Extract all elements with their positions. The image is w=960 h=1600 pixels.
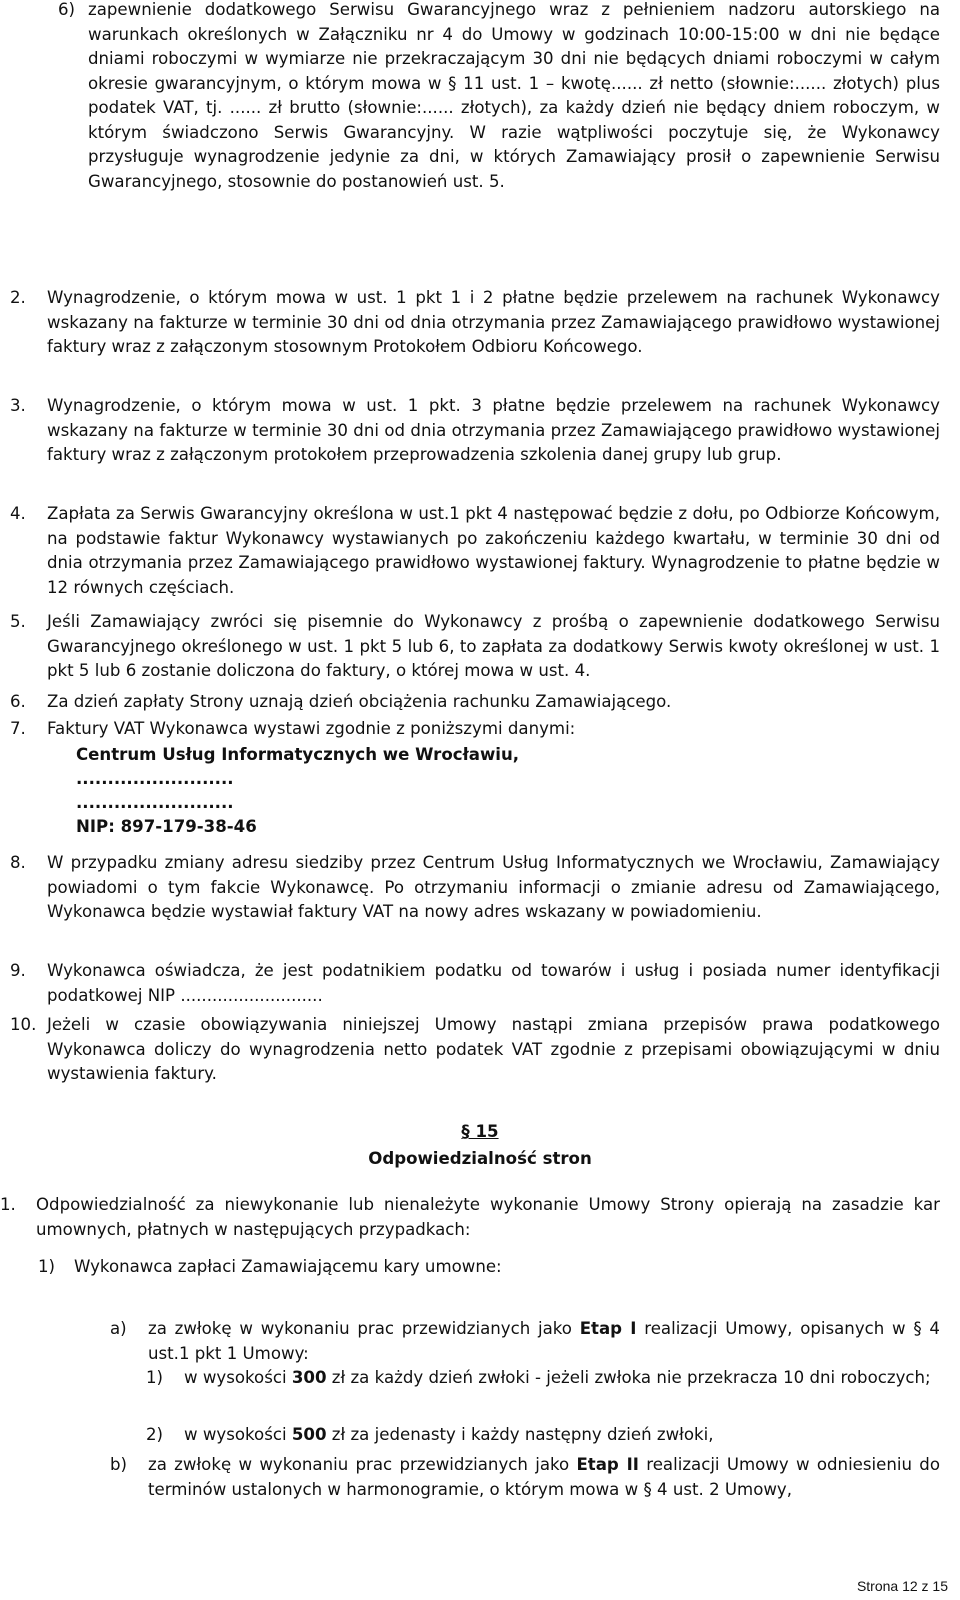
- text-bold: 500: [291, 1425, 327, 1444]
- item-number: 6): [58, 0, 76, 19]
- item-number: 8.: [10, 853, 26, 872]
- text-part: realizacji Umowy w odniesieniu do terminów ustalonych w harmonogramie, o którym mowa w § 4 ust. 2 Umowy,: [148, 1455, 940, 1499]
- address-line-1: .........................: [76, 769, 234, 788]
- item-text: [184, 1423, 940, 1448]
- item-6-text: zapewnienie dodatkowego Serwisu Gwarancyjnego wraz z pełnieniem nadzoru autorskiego na warunkach określonych w Załączniku nr 4 do Umowy w godzinach 10:00-15:00 w dni nie będące dniami roboczymi w wymiarze nie przekraczającym 30 dni nie będących dniami roboczymi w całym okresie gwarancyjnym, o którym mowa w § 11 ust. 1 – kwotę...... zł netto (słownie:...... złotych) plus podatek VAT, tj. ...... zł brutto (słownie:...... złotych), za każdy dzień nie będący dniem roboczym, w którym świadczono Serwis Gwarancyjny. W razie wątpliwości poczytuje się, że Wykonawcy przysługuje wynagrodzenie jedynie za dni, w których Zamawiający prosił o zapewnienie Serwisu Gwarancyjnego, stosownie do postanowień ust. 5.: [88, 0, 940, 191]
- letter-item-a-2: [146, 1423, 940, 1448]
- list-item-7: [10, 717, 940, 742]
- item-number: 10.: [10, 1015, 37, 1034]
- item-6-paren: [58, 0, 75, 23]
- invoice-address: [76, 743, 519, 839]
- text-part: zł za każdy dzień zwłoki - jeżeli zwłoka nie przekracza 10 dni roboczych;: [326, 1368, 931, 1387]
- text-bold: 300: [291, 1368, 327, 1387]
- item-text: Wykonawca oświadcza, że jest podatnikiem podatku od towarów i usług i posiada numer identyfikacji podatkowej NIP ...........................: [47, 961, 940, 1005]
- item-number: 2): [146, 1425, 164, 1444]
- item-text: Odpowiedzialność za niewykonanie lub nienależyte wykonanie Umowy Strony opierają na zasadzie kar umownych, płatnych w następujących przypadkach:: [36, 1195, 940, 1239]
- text-part: w wysokości: [184, 1368, 292, 1387]
- item-text: [148, 1453, 940, 1502]
- address-line-2: .........................: [76, 793, 234, 812]
- letter-item-a: [110, 1317, 940, 1366]
- item-number: 1): [38, 1257, 56, 1276]
- item-number: 2.: [10, 288, 26, 307]
- section-item-1: [0, 1193, 940, 1242]
- item-number: 3.: [10, 396, 26, 415]
- text-part: realizacji Umowy, opisanych w § 4 ust.1 pkt 1 Umowy:: [148, 1319, 940, 1363]
- item-text: Jeżeli w czasie obowiązywania niniejszej Umowy nastąpi zmiana przepisów prawa podatkowego Wykonawca doliczy do wynagrodzenia netto podatek VAT zgodnie z przepisami obowiązującymi w dniu wystawienia faktury.: [47, 1015, 940, 1083]
- section-title: Odpowiedzialność stron: [368, 1148, 592, 1168]
- item-letter: b): [110, 1455, 128, 1474]
- item-text: [184, 1366, 940, 1391]
- address-name: Centrum Usług Informatycznych we Wrocławiu,: [76, 745, 520, 764]
- letter-item-a-1: [146, 1366, 940, 1391]
- item-number: 7.: [10, 719, 26, 738]
- page-number: Strona 12 z 15: [856, 1578, 948, 1594]
- section-symbol: § 15: [461, 1122, 499, 1141]
- item-text: Zapłata za Serwis Gwarancyjny określona w ust.1 pkt 4 następować będzie z dołu, po Odbiorze Końcowym, na podstawie faktur Wykonawcy wystawianych po zakończeniu każdego kwartału, w terminie 30 dni od dnia otrzymania przez Zamawiającego prawidłowo wystawionej faktury. Wynagrodzenie to płatne będzie w 12 równych częściach.: [47, 504, 940, 597]
- item-text: Wynagrodzenie, o którym mowa w ust. 1 pkt 1 i 2 płatne będzie przelewem na rachunek Wykonawcy wskazany na fakturze w terminie 30 dni od dnia otrzymania przez Zamawiającego prawidłowo wystawionej faktury wraz z załączonym stosownym Protokołem Odbioru Końcowego.: [47, 288, 940, 356]
- list-item-2: [10, 286, 940, 360]
- section-heading: [0, 1120, 960, 1171]
- item-number: 4.: [10, 504, 26, 523]
- item-text: W przypadku zmiany adresu siedziby przez Centrum Usług Informatycznych we Wrocławiu, Zamawiający powiadomi o tym fakcie Wykonawcę. Po otrzymaniu informacji o zmianie adresu od Zamawiającego, Wykonawca będzie wystawiał faktury VAT na nowy adres wskazany w powiadomieniu.: [47, 853, 940, 921]
- item-text: Wykonawca zapłaci Zamawiającemu kary umowne:: [74, 1257, 502, 1276]
- item-text: Faktury VAT Wykonawca wystawi zgodnie z poniższymi danymi:: [47, 719, 576, 738]
- item-letter: a): [110, 1319, 127, 1338]
- list-item-8: [10, 851, 940, 925]
- letter-item-b: [110, 1453, 940, 1502]
- item-text: [148, 1317, 940, 1366]
- item-text: Wynagrodzenie, o którym mowa w ust. 1 pkt. 3 płatne będzie przelewem na rachunek Wykonawcy wskazany na fakturze w terminie 30 dni od dnia otrzymania przez Zamawiającego prawidłowo wystawionej faktury wraz z załączonym protokołem przeprowadzenia szkolenia danej grupy lub grup.: [47, 396, 940, 464]
- text-bold: Etap II: [576, 1455, 639, 1474]
- text-part: w wysokości: [184, 1425, 292, 1444]
- item-number: 9.: [10, 961, 26, 980]
- list-item-5: [10, 610, 940, 684]
- address-nip: NIP: 897-179-38-46: [76, 817, 257, 836]
- item-number: 1): [146, 1368, 164, 1387]
- item-number: 1.: [0, 1195, 16, 1214]
- list-item-10: [10, 1013, 940, 1087]
- text-bold: Etap I: [579, 1319, 637, 1338]
- item-number: 6.: [10, 692, 26, 711]
- list-item-9: [10, 959, 940, 1008]
- list-item-4: [10, 502, 940, 600]
- text-part: za zwłokę w wykonaniu prac przewidzianych jako: [148, 1455, 577, 1474]
- item-number: 5.: [10, 612, 26, 631]
- list-item-3: [10, 394, 940, 468]
- text-part: zł za jedenasty i każdy następny dzień zwłoki,: [326, 1425, 714, 1444]
- item-text: Jeśli Zamawiający zwróci się pisemnie do Wykonawcy z prośbą o zapewnienie dodatkowego Serwisu Gwarancyjnego określonego w ust. 1 pkt 5 lub 6, to zapłata za dodatkowy Serwis kwoty określonej w ust. 1 pkt 5 lub 6 zostanie doliczona do faktury, o której mowa w ust. 4.: [47, 612, 940, 680]
- subitem-1: [38, 1255, 938, 1280]
- list-item-6: [10, 690, 940, 715]
- text-part: za zwłokę w wykonaniu prac przewidzianych jako: [148, 1319, 580, 1338]
- item-text: Za dzień zapłaty Strony uznają dzień obciążenia rachunku Zamawiającego.: [47, 692, 672, 711]
